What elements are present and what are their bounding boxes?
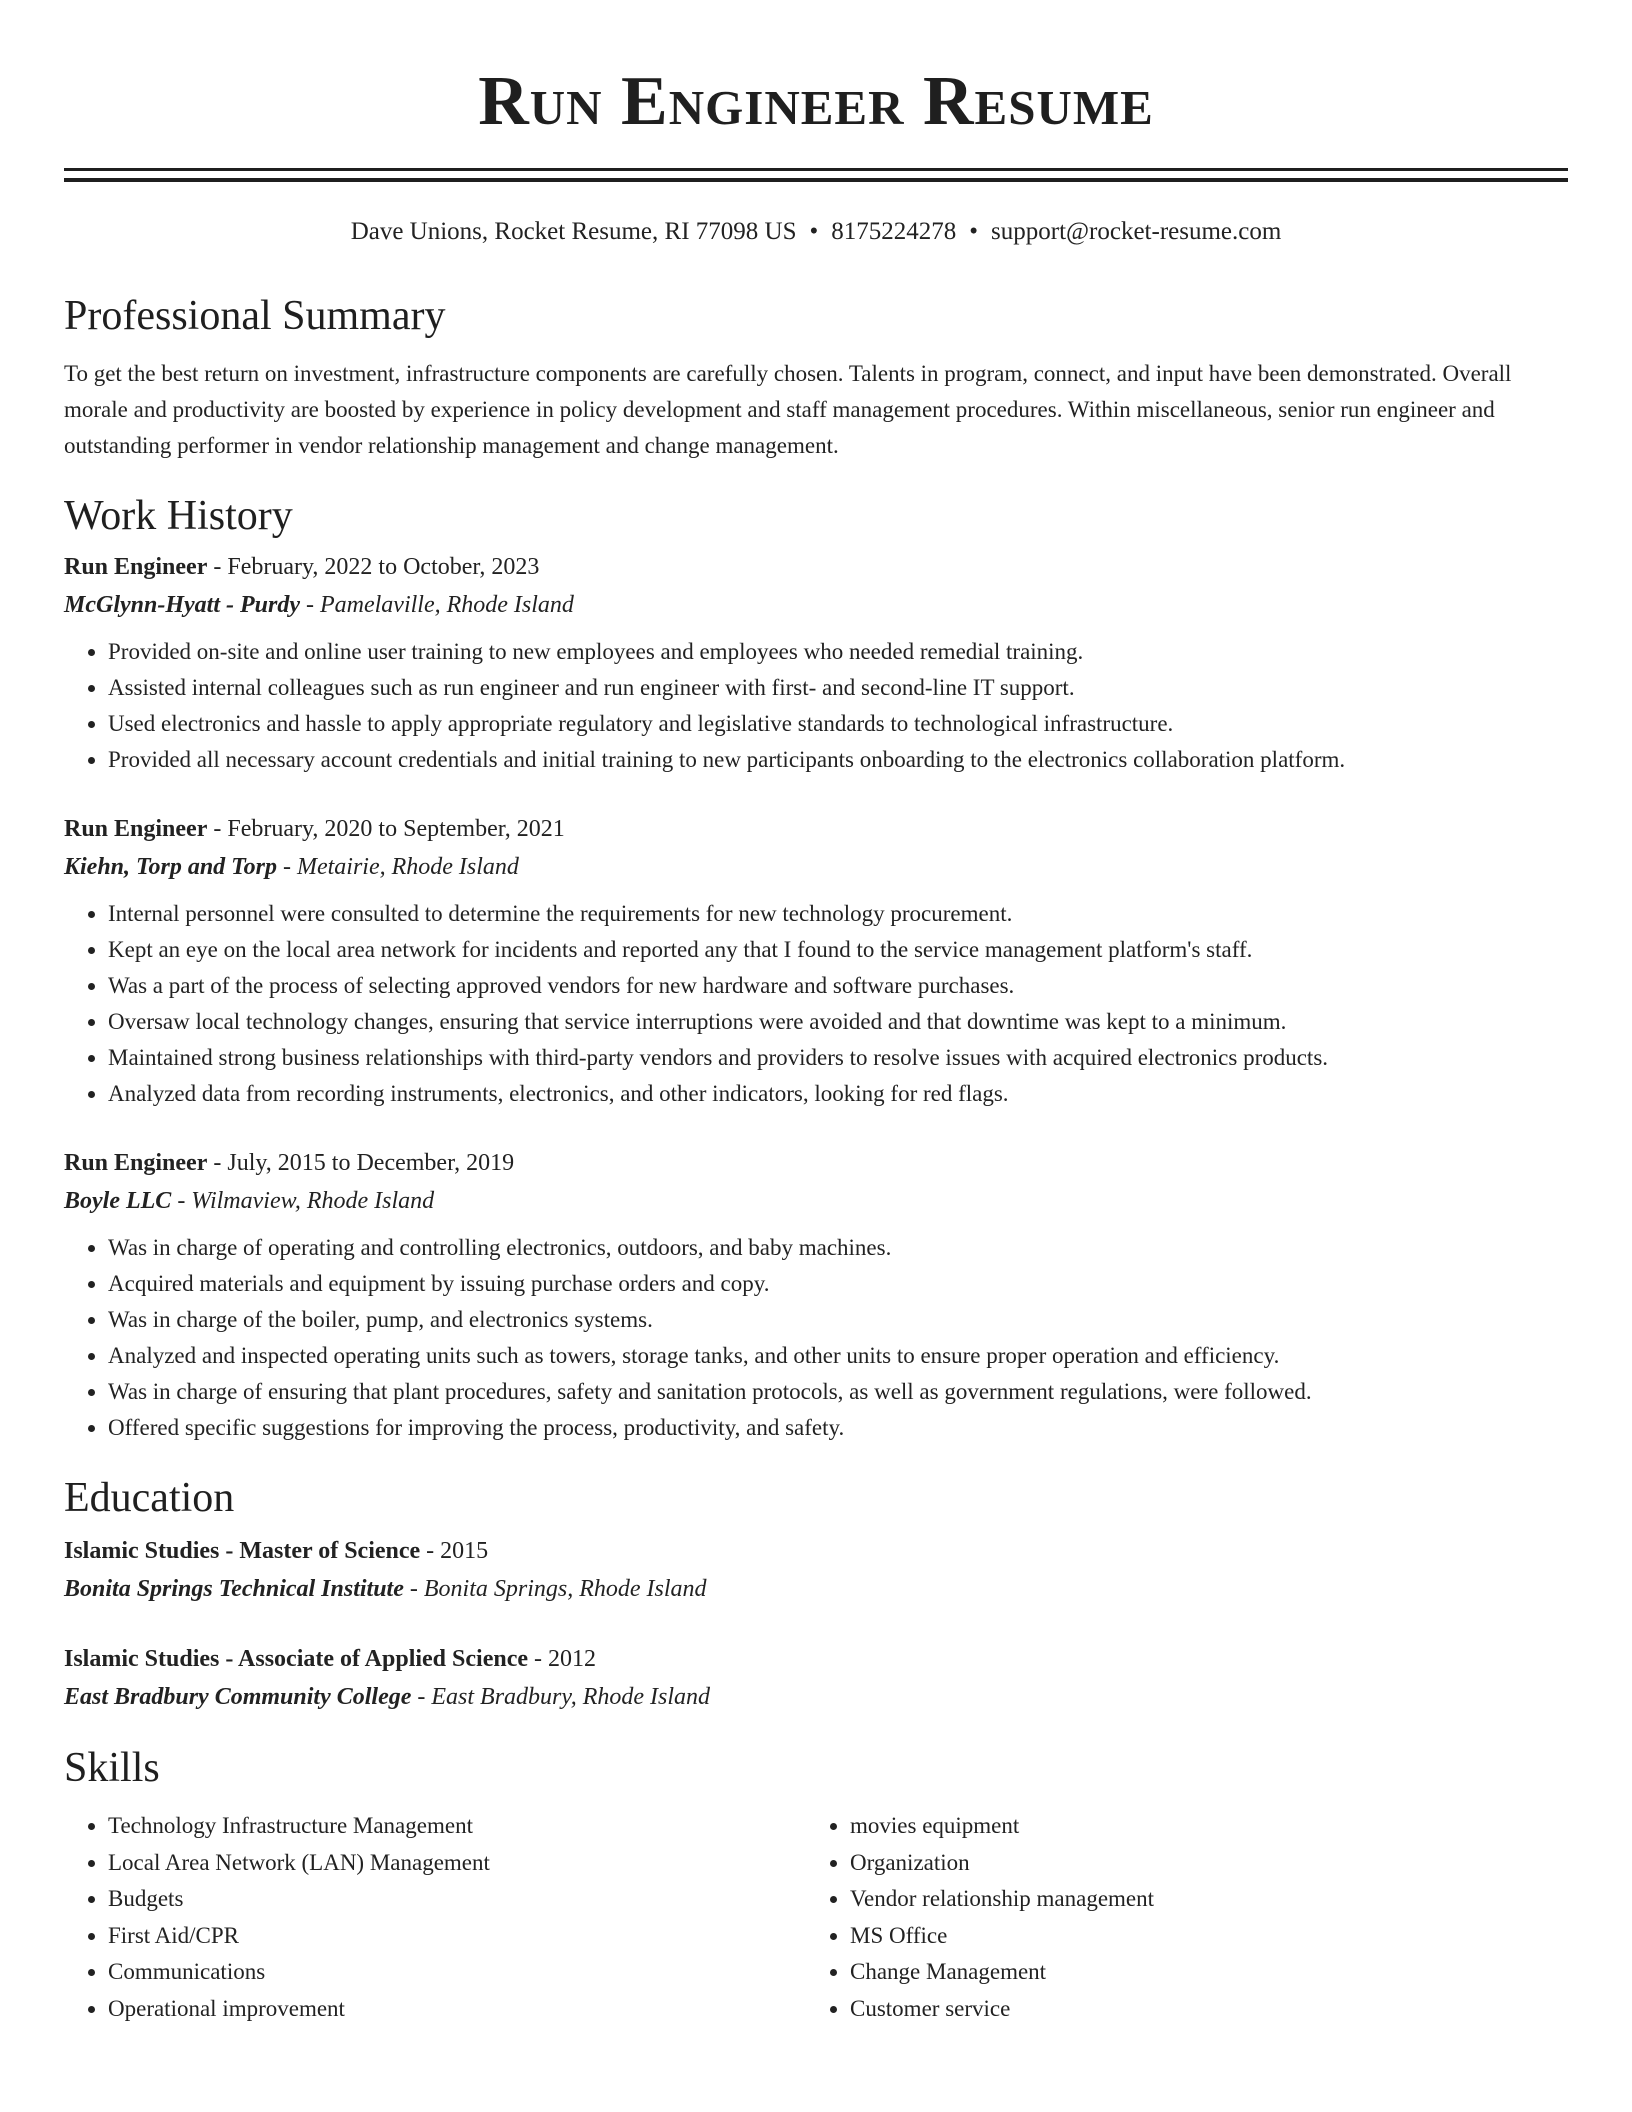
job-title: Run Engineer bbox=[64, 816, 208, 842]
page-title: Run Engineer Resume bbox=[478, 63, 1154, 140]
education-degree-line bbox=[64, 1532, 1568, 1570]
job-title-line bbox=[64, 1144, 1568, 1182]
skill-item: • Budgets bbox=[108, 1881, 806, 1918]
job-bullet: • Acquired materials and equipment by issuing purchase orders and copy. bbox=[108, 1266, 1568, 1302]
job-company-line bbox=[64, 586, 1568, 624]
job-location: - Wilmaview, Rhode Island bbox=[171, 1188, 435, 1214]
job-dates: - February, 2020 to September, 2021 bbox=[207, 816, 565, 842]
job-bullet: • Used electronics and hassle to apply appropriate regulatory and legislative standards to technological infrastructure. bbox=[108, 706, 1568, 742]
job-bullet: • Kept an eye on the local area network for incidents and reported any that I found to the service management platform's staff. bbox=[108, 932, 1568, 968]
skill-item: • First Aid/CPR bbox=[108, 1918, 806, 1955]
job-bullet: • Was in charge of operating and controlling electronics, outdoors, and baby machines. bbox=[108, 1230, 1568, 1266]
job-bullet: • Was in charge of the boiler, pump, and electronics systems. bbox=[108, 1302, 1568, 1338]
job-title-line bbox=[64, 810, 1568, 848]
skills-column-right bbox=[806, 1808, 1548, 2027]
section-heading-work-history: Work History bbox=[64, 493, 293, 539]
skill-item: • movies equipment bbox=[850, 1808, 1548, 1845]
education-year: - 2015 bbox=[420, 1538, 489, 1564]
job-bullet: • Internal personnel were consulted to determine the requirements for new technology procurement. bbox=[108, 896, 1568, 932]
job-bullet: • Provided on-site and online user training to new employees and employees who needed remedial training. bbox=[108, 634, 1568, 670]
spacer bbox=[64, 1112, 1568, 1144]
contact-address: Dave Unions, Rocket Resume, RI 77098 US bbox=[350, 218, 797, 245]
skill-item: • Organization bbox=[850, 1845, 1548, 1882]
skill-item: • MS Office bbox=[850, 1918, 1548, 1955]
education-degree: Islamic Studies - Master of Science bbox=[64, 1538, 421, 1564]
job-bullet: • Was a part of the process of selecting approved vendors for new hardware and software purchases. bbox=[108, 968, 1568, 1004]
title-divider-bottom bbox=[64, 178, 1568, 182]
contact-line bbox=[64, 216, 1568, 248]
job-bullet: • Maintained strong business relationships with third-party vendors and providers to resolve issues with acquired electronics products. bbox=[108, 1040, 1568, 1076]
job-company-line bbox=[64, 848, 1568, 886]
education-entry bbox=[64, 1532, 1568, 1608]
education-year: - 2012 bbox=[528, 1646, 597, 1672]
job-entry bbox=[64, 548, 1568, 778]
education-location: - East Bradbury, Rhode Island bbox=[411, 1684, 711, 1710]
skill-item: • Change Management bbox=[850, 1954, 1548, 1991]
spacer bbox=[64, 1608, 1568, 1640]
job-bullet: • Oversaw local technology changes, ensuring that service interruptions were avoided and that downtime was kept to a minimum. bbox=[108, 1004, 1568, 1040]
job-bullet: • Was in charge of ensuring that plant procedures, safety and sanitation protocols, as well as government regulations, were followed. bbox=[108, 1374, 1568, 1410]
job-company-line bbox=[64, 1182, 1568, 1220]
job-entry bbox=[64, 1144, 1568, 1446]
education-degree-line bbox=[64, 1640, 1568, 1678]
spacer bbox=[64, 778, 1568, 810]
job-location: - Metairie, Rhode Island bbox=[276, 854, 519, 880]
job-bullet: • Assisted internal colleagues such as run engineer and run engineer with first- and second-line IT support. bbox=[108, 670, 1568, 706]
job-bullet: • Analyzed and inspected operating units such as towers, storage tanks, and other units to ensure proper operation and efficiency. bbox=[108, 1338, 1568, 1374]
skill-item: • Customer service bbox=[850, 1991, 1548, 2028]
skill-item: • Vendor relationship management bbox=[850, 1881, 1548, 1918]
job-entry bbox=[64, 810, 1568, 1112]
skills-column-left bbox=[64, 1808, 806, 2027]
education-school-line bbox=[64, 1570, 1568, 1608]
education-school-line bbox=[64, 1678, 1568, 1716]
contact-email: support@rocket-resume.com bbox=[991, 218, 1282, 245]
section-heading-skills: Skills bbox=[64, 1745, 160, 1791]
job-bullets bbox=[64, 1230, 1568, 1446]
skill-item: • Technology Infrastructure Management bbox=[108, 1808, 806, 1845]
job-dates: - July, 2015 to December, 2019 bbox=[207, 1150, 515, 1176]
contact-separator: • bbox=[809, 218, 819, 245]
job-bullets bbox=[64, 634, 1568, 778]
section-heading-education: Education bbox=[64, 1475, 235, 1521]
skills-list bbox=[64, 1808, 1568, 2027]
education-school: East Bradbury Community College bbox=[64, 1684, 412, 1710]
job-company: McGlynn-Hyatt - Purdy bbox=[64, 592, 300, 618]
title-divider-top bbox=[64, 168, 1568, 171]
summary-text: To get the best return on investment, infrastructure components are carefully chosen. Talents in program, connect, and input have been demonstrated. Overall morale and productivity are boosted by experience in policy development and staff management procedures. Within miscellaneous, senior run engineer and outstanding performer in vendor relationship management and change management. bbox=[64, 361, 1512, 458]
section-heading-summary: Professional Summary bbox=[64, 293, 446, 339]
job-company: Kiehn, Torp and Torp bbox=[64, 854, 277, 880]
job-title-line bbox=[64, 548, 1568, 586]
job-title: Run Engineer bbox=[64, 554, 208, 580]
skill-item: • Operational improvement bbox=[108, 1991, 806, 2028]
education-degree: Islamic Studies - Associate of Applied Science bbox=[64, 1646, 529, 1672]
job-title: Run Engineer bbox=[64, 1150, 208, 1176]
education-school: Bonita Springs Technical Institute bbox=[64, 1576, 404, 1602]
job-bullet: • Offered specific suggestions for improving the process, productivity, and safety. bbox=[108, 1410, 1568, 1446]
skill-item: • Communications bbox=[108, 1954, 806, 1991]
job-bullets bbox=[64, 896, 1568, 1112]
job-dates: - February, 2022 to October, 2023 bbox=[207, 554, 540, 580]
education-entry bbox=[64, 1640, 1568, 1716]
job-company: Boyle LLC bbox=[64, 1188, 172, 1214]
contact-phone: 8175224278 bbox=[831, 218, 957, 245]
job-bullet: • Provided all necessary account credentials and initial training to new participants onboarding to the electronics collaboration platform. bbox=[108, 742, 1568, 778]
skill-item: • Local Area Network (LAN) Management bbox=[108, 1845, 806, 1882]
education-location: - Bonita Springs, Rhode Island bbox=[403, 1576, 707, 1602]
contact-separator: • bbox=[969, 218, 979, 245]
job-location: - Pamelaville, Rhode Island bbox=[299, 592, 574, 618]
job-bullet: • Analyzed data from recording instruments, electronics, and other indicators, looking for red flags. bbox=[108, 1076, 1568, 1112]
